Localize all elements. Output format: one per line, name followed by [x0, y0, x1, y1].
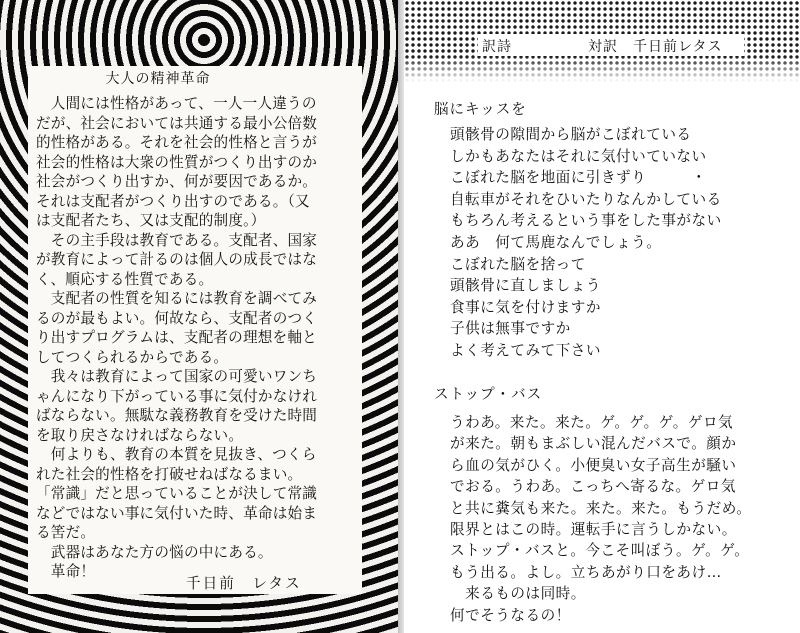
essay-line: るのが最もよい。何故なら、支配者のつく — [36, 309, 318, 327]
poem1-line: よく考えてみて下さい — [450, 341, 601, 359]
poem1-line: こぼれた脳を地面に引きずり ・ — [450, 169, 707, 187]
essay-line: を取り戻さなければならない。 — [36, 426, 244, 444]
poem1-line: こぼれた脳を捨って — [450, 255, 586, 273]
poem2-line: もう出る。よし。立ちあがり口をあけ… — [450, 563, 722, 581]
poem2-line: ら血の気がひく。小便臭い女子高生が騒い — [450, 456, 737, 474]
poem1-lines — [450, 124, 722, 362]
essay-line: 社会的性格は大衆の性質がつくり出すのか — [36, 153, 318, 171]
header-box — [478, 34, 744, 56]
poem2-line: が来た。朝もまぶしい混んだバスで。顔か — [450, 435, 737, 453]
poem2-line: と共に糞気も来た。来た。来た。もうだめ。 — [450, 499, 752, 517]
essay-line: 的性格がある。それを社会的性格と言うが — [36, 134, 318, 151]
right-page — [404, 0, 800, 633]
poem2-line: ストップ・バスと。今こそ叫ぼう。ゲ。ゲ。 — [450, 542, 750, 560]
essay-line: 支配者の性質を知るには教育を調べてみ — [36, 290, 318, 307]
essay-line: が教育によって計るのは個人の成長ではな — [36, 251, 318, 268]
essay-line: 何よりも、教育の本質を見抜き、つくら — [36, 446, 317, 463]
header-credit: 対訳 千日前レタス — [588, 39, 723, 55]
header-label: 訳詩 — [482, 39, 512, 55]
poem1-line: 頭骸骨に直しましょう — [450, 277, 601, 295]
essay-line: ゃんになり下がっている事に気付かなけれ — [36, 387, 318, 405]
poem1-title: 脳にキッスを — [434, 102, 527, 118]
essay-line: 「常識」だと思っていることが決して常識 — [36, 485, 318, 502]
essay-line: 革命！ — [36, 563, 96, 580]
essay-author: 千日前 レタス — [186, 575, 302, 592]
essay-panel — [28, 66, 362, 594]
poem2-line: 何でそうなるの！ — [450, 606, 571, 624]
essay-line: してつくられるからである。 — [36, 348, 229, 366]
poem2-line: うわあ。来た。来た。ゲ。ゲ。ゲ。ゲロ気 — [450, 414, 734, 431]
essay-line: る筈だ。 — [36, 524, 96, 541]
essay-line: れた社会的性格を打破せねばなるまい。 — [36, 465, 303, 483]
poem1-line: しかもあなたはそれに気付いていない — [450, 147, 707, 165]
essay-line: 我々は教育によって国家の可愛いワンち — [36, 368, 318, 385]
poem1-line: 頭骸骨の隙間から脳がこぼれている — [450, 126, 692, 143]
essay-line: 人間には性格があって、一人一人違うの — [36, 95, 317, 112]
poem2-line: 来るものは同時。 — [450, 585, 586, 603]
poem2-lines — [450, 412, 751, 626]
poem1-line: ああ 何て馬鹿なんでしょう。 — [450, 233, 662, 251]
essay-line: く、順応する性質である。 — [36, 270, 214, 288]
essay-line: それは支配者がつくり出すのである。（又 — [36, 192, 310, 210]
poem1-line: 子供は無事ですか — [450, 320, 571, 338]
essay-line: 武器はあなた方の悩の中にある。 — [36, 543, 273, 561]
essay-line: 社会がつくり出すか、何が要因であるか。 — [36, 173, 318, 190]
poem1-line: 自転車がそれをひいたりなんかしている — [450, 190, 722, 208]
poem2-title: ストップ・バス — [434, 387, 543, 403]
poem1-line: 食事に気を付けますか — [450, 298, 601, 316]
essay-line: は支配者たち、又は支配的制度。） — [36, 212, 266, 229]
poem1-line: もちろん考えるという事をした事がない — [450, 212, 722, 230]
essay-body — [36, 94, 358, 582]
poem2-line: 限界とはこの時。運転手に言うしかない。 — [450, 520, 737, 538]
essay-line: などではない事に気付いた時、革命は始ま — [36, 504, 318, 522]
poem2-line: でおる。うわあ。こっちへ寄るな。ゲロ気 — [450, 478, 736, 496]
essay-line: ばならない。無駄な義務教育を受けた時間 — [36, 407, 318, 424]
essay-line: り出すプログラムは、支配者の理想を軸と — [36, 329, 317, 346]
essay-line: だが、社会においては共通する最小公倍数 — [36, 114, 318, 132]
essay-title: 大人の精神革命 — [105, 71, 211, 87]
essay-line: その主手段は教育である。支配者、国家 — [36, 231, 318, 249]
